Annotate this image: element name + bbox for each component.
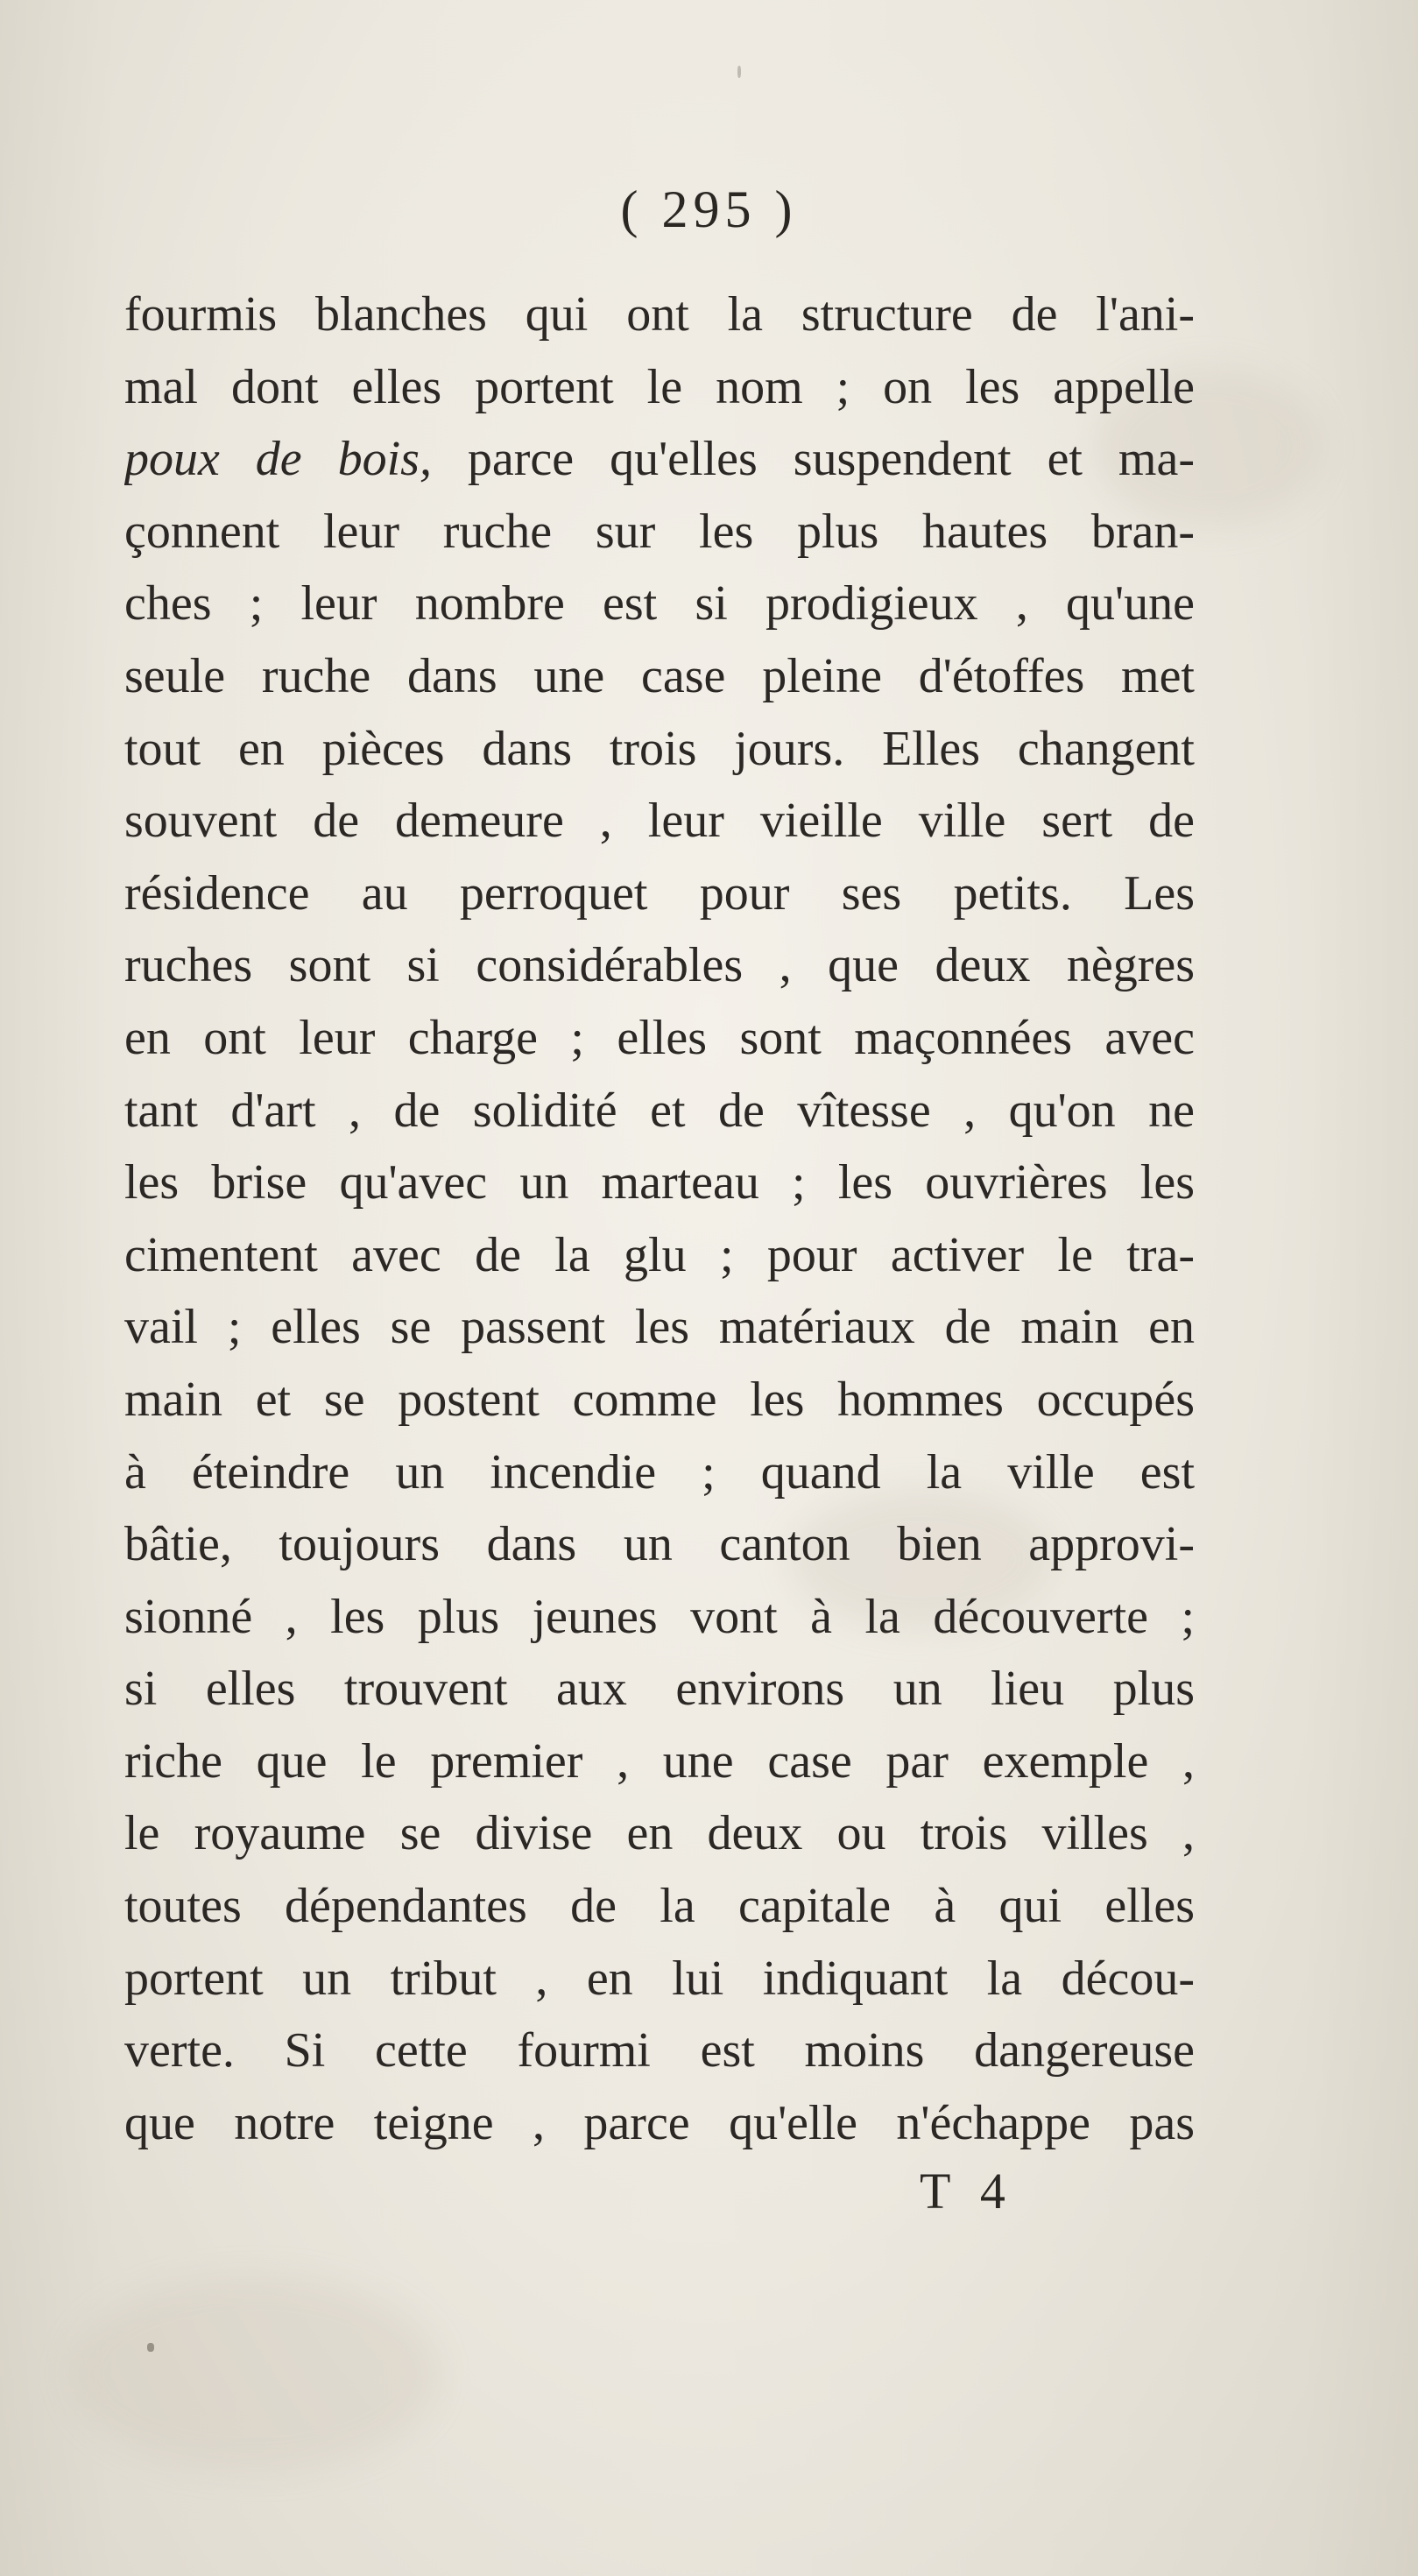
italic-term: poux de bois, bbox=[124, 432, 432, 487]
text-line: fourmis blanches qui ont la structure de l'ani- bbox=[124, 287, 1195, 342]
text-line: toutes dépendantes de la capitale à qui elles bbox=[124, 1879, 1195, 1934]
page-number: ( 295 ) bbox=[620, 180, 798, 238]
text-line: main et se postent comme les hommes occupés bbox=[124, 1372, 1195, 1427]
text-line: cimentent avec de la glu ; pour activer le tra- bbox=[124, 1227, 1195, 1282]
body-text bbox=[124, 279, 1195, 2159]
text-line: riche que le premier , une case par exemple , bbox=[124, 1733, 1195, 1789]
text-line: mal dont elles portent le nom ; on les appelle bbox=[124, 359, 1195, 414]
text-line-rest: parce qu'elles suspendent et ma- bbox=[431, 432, 1195, 487]
text-line: portent un tribut , en lui indiquant la décou- bbox=[124, 1951, 1195, 2006]
text-line: les brise qu'avec un marteau ; les ouvrières les bbox=[124, 1155, 1195, 1210]
text-line: seule ruche dans une case pleine d'étoffes met bbox=[124, 648, 1195, 703]
text-line: çonnent leur ruche sur les plus hautes bran- bbox=[124, 504, 1195, 559]
ink-speck bbox=[147, 2343, 154, 2352]
text-line: tant d'art , de solidité et de vîtesse , qu'on ne bbox=[124, 1083, 1195, 1138]
text-line bbox=[124, 423, 1195, 496]
text-line: ches ; leur nombre est si prodigieux , qu'une bbox=[124, 576, 1195, 632]
text-line: à éteindre un incendie ; quand la ville est bbox=[124, 1444, 1195, 1500]
text-line: le royaume se divise en deux ou trois villes , bbox=[124, 1806, 1195, 1861]
text-line: ruches sont si considérables , que deux nègres bbox=[124, 938, 1195, 993]
text-line: vail ; elles se passent les matériaux de main en bbox=[124, 1300, 1195, 1355]
paper-stain bbox=[70, 2277, 438, 2470]
text-line: bâtie, toujours dans un canton bien approvi- bbox=[124, 1517, 1195, 1572]
ink-speck bbox=[737, 66, 741, 78]
text-line: si elles trouvent aux environs un lieu plus bbox=[124, 1662, 1195, 1717]
text-line: tout en pièces dans trois jours. Elles changent bbox=[124, 721, 1195, 776]
text-line: en ont leur charge ; elles sont maçonnées avec bbox=[124, 1010, 1195, 1065]
text-line: résidence au perroquet pour ses petits. Les bbox=[124, 865, 1195, 921]
signature-mark: T 4 bbox=[920, 2163, 1014, 2220]
text-line: sionné , les plus jeunes vont à la découverte ; bbox=[124, 1589, 1195, 1644]
text-line: verte. Si cette fourmi est moins dangereuse bbox=[124, 2023, 1195, 2078]
text-line: souvent de demeure , leur vieille ville sert de bbox=[124, 794, 1195, 849]
text-line: que notre teigne , parce qu'elle n'échappe pas bbox=[124, 2095, 1195, 2150]
